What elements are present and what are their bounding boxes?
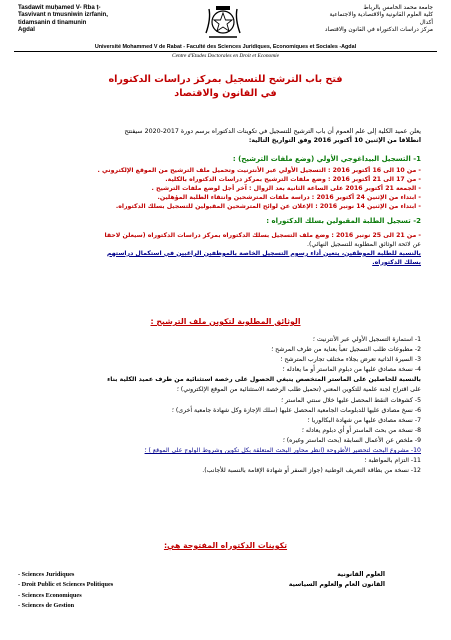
header-right-line: جامعة محمد الخامس بالرباط [363, 5, 433, 11]
documents-list [30, 335, 421, 476]
list-item: 8- نسخة من بحث الماستر أو أي دبلوم يعادله ؛ [301, 426, 421, 434]
list-item: - ابتداء من الإثنين 24 أكتوبر 2016 : دراسة ملفات المترشحين وانتقاء الطلبة المؤهلين. [157, 193, 421, 201]
list-item: 9- ملخص عن الأعمال السابقة (بحث الماستر وغيره) ؛ [282, 436, 421, 444]
header-left-line: Tasvivant n tmusniwin izrfanin, [18, 11, 108, 19]
intro-paragraph [30, 128, 421, 145]
list-item: 4- نسخة مصادق عليها من دبلوم الماستر أو ما يعادله ؛ [282, 366, 421, 374]
section-1-list [30, 167, 421, 212]
list-item: 12- نسخة من بطاقة التعريف الوطنية (جواز السفر أو شهادة الإقامة بالنسبة للأجانب). [202, 467, 421, 475]
header-right-line: كلية العلوم القانونية والاقتصادية والاجتماعية [329, 12, 433, 19]
list-item: على اقتراح لجنة علمية للتكوين المعني (تحميل طلب الرخصة الاستثنائية من الموقع الإلكتروني) ؛ [176, 386, 421, 394]
employee-note-link[interactable]: بالنسبة للطلبة الموظفين، يتعين أداء رسوم التسجيل الخاصة بالموظفين الراغبين في استكمال دراستهم [106, 249, 421, 257]
header-right-line: مركز دراسات الدكتوراه في القانون والاقتصاد [324, 26, 433, 33]
list-item: 5- كشوفات النقط المحصل عليها خلال سنتي الماستر ؛ [281, 396, 421, 404]
header-left-line: Agdal [18, 26, 35, 34]
list-item: - من 17 الى 21 أكتوبر 2016 : وضع ملفات الترشيح بمركز دراسات الدكتوراه بالكلية. [165, 175, 421, 183]
list-item: بالنسبة للحاصلين على الماستر المتخصص ينبغي الحصول على رخصة استثنائية من طرف عميد الكلية بناء [107, 376, 421, 384]
documents-heading: الوثائق المطلوبة لتكوين ملف الترشيح : [150, 317, 301, 326]
list-item: 1- استمارة التسجيل الأولي عبر الأنترنيت ؛ [312, 336, 421, 343]
intro-line: انطلاقا من الإثنين 10 أكتوبر 2016 وفق التواريخ التالية: [248, 136, 421, 144]
list-item: - الجمعة 21 أكتوبر 2016 على الساعة الثانية بعد الزوال : آخر أجل لوضع ملفات الترشيح . [151, 184, 421, 192]
program-item: - Sciences Economiques [18, 591, 82, 599]
section-1-heading: 1- التسجيل البيداغوجي الأولي (وضع ملفات الترشيح) : [232, 155, 421, 163]
list-item: 11- التزام بالمواظبة ؛ [364, 457, 421, 465]
list-item: - من 21 الى 25 نونبر 2016 : وضع ملف التسجيل بسلك الدكتوراه بمركز دراسات الدكتوراه (سيعلن لاحقا [104, 232, 421, 239]
list-item: 6- نسخ مصادق عليها للدبلومات الجامعية المحصل عليها (سلك الإجازة وكل شهادة جامعية أخرى) ؛ [171, 406, 421, 414]
program-item: - Droit Public et Sciences Politiques [18, 581, 114, 589]
header-amazigh-block [18, 4, 188, 34]
header-right-line: أكدال [419, 19, 433, 26]
list-item: 7- نسخة مصادق عليها من شهادة البكالوريا ؛ [307, 416, 421, 424]
header-divider [14, 51, 437, 52]
list-item: عن لائحة الوثائق المطلوبة للتسجيل النهائي). [307, 240, 421, 248]
section-2-heading: 2- تسجيل الطلبة المقبولين بسلك الدكتوراه : [266, 217, 421, 225]
employee-note-link[interactable]: بسلك الدكتوراه. [372, 258, 421, 266]
list-item: 3- السيرة الذاتية تعرض بجلاء مختلف تجارب المترشح ؛ [280, 356, 421, 364]
header-arabic-block [283, 5, 433, 34]
list-item[interactable]: 10- مشروع البحث لتحضير الأطروحة (انظر محاور البحث المتعلقة بكل تكوين وشروط الولوج على الموقع ) ؛ [144, 447, 421, 455]
programs-heading: تكوينات الدكتوراه المفتوحة هي: [163, 541, 288, 550]
program-item: - Sciences Juridiques [18, 571, 75, 578]
list-item: 2- مطبوعات طلب التسجيل تعبأ بعناية من طرف المرشح ؛ [271, 346, 421, 354]
header-left-line: tidamsanin d tinamunin [18, 18, 87, 26]
list-item: - من 10 الى 16 أكتوبر 2016 : التسجيل الأولي عبر الأنترنيت وتحميل ملف الترشيح من الموقع الإلكتروني . [97, 167, 421, 174]
title-line-2: في القانون والاقتصاد [174, 88, 277, 99]
intro-line: يعلن عميد الكلية إلى علم العموم أن باب الترشيح للتسجيل في تكوينات الدكتوراه برسم دورة 2017-2020 سيفتتح [124, 128, 421, 135]
program-item: - Sciences de Gestion [18, 602, 75, 610]
section-2-list [30, 232, 421, 268]
university-emblem-icon [201, 3, 245, 41]
centre-line: Centre d'Etudes Doctorales en Droit et Economie [171, 53, 280, 59]
header-left-line: Tasdawit muḥamed V- Rba ṭ- [18, 4, 101, 11]
program-item: القانون العام والعلوم السياسية [288, 581, 385, 589]
university-line: Université Mohammed V de Rabat - Faculté des Sciences Juridiques, Economiques et Sociales -Agdal [94, 44, 357, 50]
list-item: - ابتداء من الإثنين 14 نونبر 2016 : الإعلان عن لوائح المترشحين المقبولين للتسجيل بسلك الدكتوراه. [115, 202, 421, 210]
program-item: العلوم القانونية [337, 571, 385, 578]
title-line-1: فتح باب الترشح للتسجيل بمركز دراسات الدكتوراه [108, 74, 343, 85]
programs-french-list [18, 570, 248, 612]
